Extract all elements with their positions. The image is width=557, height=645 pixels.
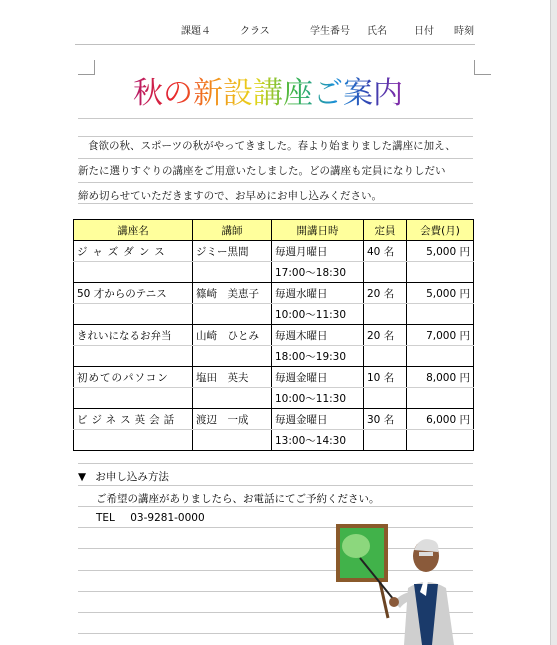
table-row-sub [74, 262, 474, 283]
teacher-name: 山崎 ひとみ [193, 325, 272, 346]
triangle-bullet-icon: ▼ [78, 471, 87, 483]
course-fee: 7,000 円 [407, 325, 474, 346]
ruled-line [78, 118, 473, 119]
course-capacity: 30 名 [364, 409, 407, 430]
course-day: 毎週金曜日 [272, 367, 364, 388]
table-row [74, 325, 474, 346]
courses-table [73, 219, 474, 451]
course-capacity: 10 名 [364, 367, 407, 388]
course-fee: 5,000 円 [407, 283, 474, 304]
table-row [74, 283, 474, 304]
teacher-name: ジミー黒間 [193, 241, 272, 262]
course-capacity: 40 名 [364, 241, 407, 262]
course-name: 初めてのパソコン [74, 367, 193, 388]
table-row-sub [74, 346, 474, 367]
header-name: 氏名 [367, 26, 387, 37]
intro-line-2: 新たに選りすぐりの講座をご用意いたしました。どの講座も定員になりしだい [78, 165, 446, 177]
course-day: 毎週金曜日 [272, 409, 364, 430]
course-time: 18:00～19:30 [272, 346, 364, 367]
course-name: きれいになるお弁当 [74, 325, 193, 346]
course-time: 17:00～18:30 [272, 262, 364, 283]
application-heading-text: お申し込み方法 [95, 471, 169, 483]
intro-line-3: 締め切らせていただきますので、お早めにお申し込みください。 [78, 190, 382, 202]
course-time: 10:00～11:30 [272, 388, 364, 409]
course-day: 毎週月曜日 [272, 241, 364, 262]
course-name: ビジネス英会話 [74, 409, 193, 430]
header-date: 日付 [414, 26, 434, 37]
teacher-name: 篠崎 美恵子 [193, 283, 272, 304]
course-fee: 8,000 円 [407, 367, 474, 388]
header-capacity: 定員 [364, 220, 407, 241]
vertical-scrollbar[interactable] [550, 0, 557, 645]
header-course: 講座名 [74, 220, 193, 241]
application-text: ご希望の講座がありましたら、お電話にてご予約ください。 [96, 493, 380, 505]
table-row [74, 409, 474, 430]
table-row-sub [74, 388, 474, 409]
teacher-pointing-board-icon [330, 522, 465, 645]
application-heading [78, 469, 169, 484]
header-assignment: 課題４ [181, 26, 211, 37]
teacher-name: 渡辺 一成 [193, 409, 272, 430]
course-fee: 5,000 円 [407, 241, 474, 262]
header-schedule: 開講日時 [272, 220, 364, 241]
tel-number: 03-9281-0000 [130, 512, 205, 524]
header-teacher: 講師 [193, 220, 272, 241]
margin-corner-left [78, 60, 95, 75]
course-day: 毎週水曜日 [272, 283, 364, 304]
margin-corner-right [474, 60, 491, 75]
course-fee: 6,000 円 [407, 409, 474, 430]
table-row [74, 367, 474, 388]
intro-line-1: 食欲の秋、スポーツの秋がやってきました。春より始まりました講座に加え、 [88, 140, 456, 152]
course-day: 毎週木曜日 [272, 325, 364, 346]
table-row [74, 241, 474, 262]
header-rule [75, 44, 475, 45]
ruled-line [78, 463, 473, 464]
course-name: 50 才からのテニス [74, 283, 193, 304]
tel-label: TEL [96, 512, 115, 524]
ruled-line [78, 485, 473, 486]
table-header-row [74, 220, 474, 241]
course-capacity: 20 名 [364, 325, 407, 346]
course-capacity: 20 名 [364, 283, 407, 304]
course-time: 13:00～14:30 [272, 430, 364, 451]
header-fee: 会費(月) [407, 220, 474, 241]
header-student-no: 学生番号 [310, 26, 350, 37]
teacher-name: 塩田 英夫 [193, 367, 272, 388]
intro-paragraph [78, 134, 478, 209]
course-time: 10:00～11:30 [272, 304, 364, 325]
table-row-sub [74, 430, 474, 451]
header-class: クラス [240, 26, 270, 37]
telephone [96, 512, 205, 524]
table-row-sub [74, 304, 474, 325]
course-name: ジャズダンス [74, 241, 193, 262]
page-header [0, 22, 557, 38]
header-time: 時刻 [454, 26, 474, 37]
page-title: 秋の新設講座ご案内 [133, 76, 403, 111]
ruled-line [78, 506, 473, 507]
